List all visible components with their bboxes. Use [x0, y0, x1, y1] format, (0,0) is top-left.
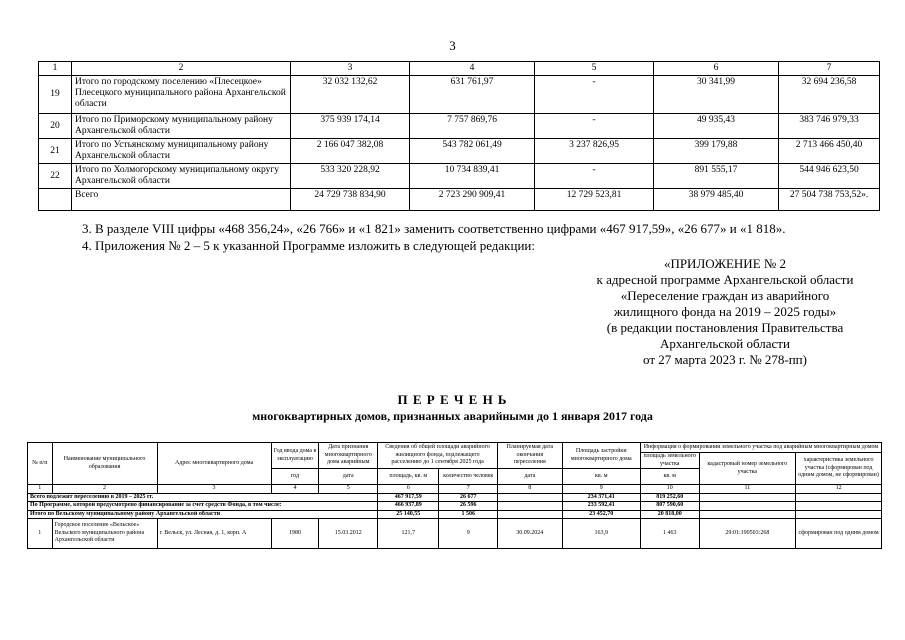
column-number-row: 1 2 3 4 5 6 7 8 9 10 11 12: [28, 485, 882, 494]
table-row: 21 Итого по Устьянскому муниципальному району Архангельской области 2 166 047 382,08 543 782 061,49 3 237 826,95 399 179,88 2 713 466 450,40: [39, 139, 880, 164]
table-row: 1 Городское поселение «Вельское» Вельского муниципального района Архангельской области г. Вельск, ул. Лесная, д. 1, корп. А 1980 15.03.2012 121,7 9 30.09.2024 163,9 1 463 29:01:190503:268 сформирован под одним домом: [28, 519, 882, 549]
table-row: 20 Итого по Приморскому муниципальному району Архангельской области 375 939 174,14 7 757 869,76 - 49 935,43 383 746 979,33: [39, 114, 880, 139]
continuation-table: [38, 61, 880, 211]
appendix-header: «ПРИЛОЖЕНИЕ № 2 к адресной программе Архангельской области «Переселение граждан из аварийного жилищного фонда на 2019 – 2025 годы» (в редакции постановления Правительства Архангельской области от 27 марта 2023 г. № 278-пп): [596, 256, 854, 367]
table-row-total: По Программе, которой предусмотрено финансирование за счет средств Фонда, в том числе: 466 937,89 26 596 233 592,41 807 590,60: [28, 502, 882, 511]
list-title: П Е Р Е Ч Е Н Ь: [397, 392, 508, 407]
table-row-total: Всего 24 729 738 834,90 2 723 290 909,41 12 729 523,81 38 979 485,40 27 504 738 753,52».: [39, 189, 880, 211]
paragraph-4: 4. Приложения № 2 – 5 к указанной Программе изложить в следующей редакции:: [82, 238, 535, 253]
table-row-total: Всего подлежит переселению в 2019 – 2025 гг. 467 917,59 26 677 234 371,41 819 252,60: [28, 493, 882, 502]
paragraph-3: 3. В разделе VIII цифры «468 356,24», «26 766» и «1 821» заменить соответственно цифрами «467 917,59», «26 677» и «1 818».: [82, 221, 786, 236]
table-row: 22 Итого по Холмогорскому муниципальному округу Архангельской области 533 320 228,92 10 734 839,41 - 891 555,17 544 946 623,50: [39, 164, 880, 189]
table-header-row: 1 2 3 4 5 6 7: [39, 62, 880, 76]
page-number: 3: [449, 38, 456, 53]
list-subtitle: многоквартирных домов, признанных аварийными до 1 января 2017 года: [252, 409, 653, 423]
emergency-houses-table: № п/п Наименование муниципального образования Адрес многоквартирного дома Год ввода дома в эксплуатацию Дата признания многоквартирного дома аварийным Сведения об общей площади аварийного жилищного фонда, подлежащего расселению до 1 сентября 2025 года Планируемая дата окончания переселения Площадь застройки многоквартирного дома Информация о формировании земельного участка под аварийным многоквартирным домом площадь земельного участка кадастровый номер земельного участка характеристика земельного участка (сформирован под одним домом, не сформирован) год дата площадь, кв. м количество человек дата кв. м кв. м 1 2 3 4 5 6 7 8 9 10 11 12 Всего подлежит переселению в 2019 – 2025 гг. 467 917,59 26 677 234 371,41 819 252,60 По Программе, которой предусмотрено финансирование за счет средств Фонда, в том числе: 466 937,89 26 596 233 592,41 807 590,60 Итого по Вельскому муниципальному району Архангельской области 25 140,55 1 506 23 452,70 20 818,00 1 Городское поселение «Вельское» Вельского муниципального района Архангельской области г. Вельск, ул. Лесная, д. 1, корп. А 1980 15.03.2012 121,7 9 30.09.2024 163,9 1 463 29:01:190503:268 сформирован под одним домом: [27, 442, 882, 549]
table-row-total: Итого по Вельскому муниципальному району Архангельской области 25 140,55 1 506 23 452,70 20 818,00: [28, 510, 882, 519]
table-row: 19 Итого по городскому поселению «Плесецкое» Плесецкого муниципального района Архангельской области 32 032 132,62 631 761,97 - 30 341,99 32 694 236,58: [39, 76, 880, 114]
